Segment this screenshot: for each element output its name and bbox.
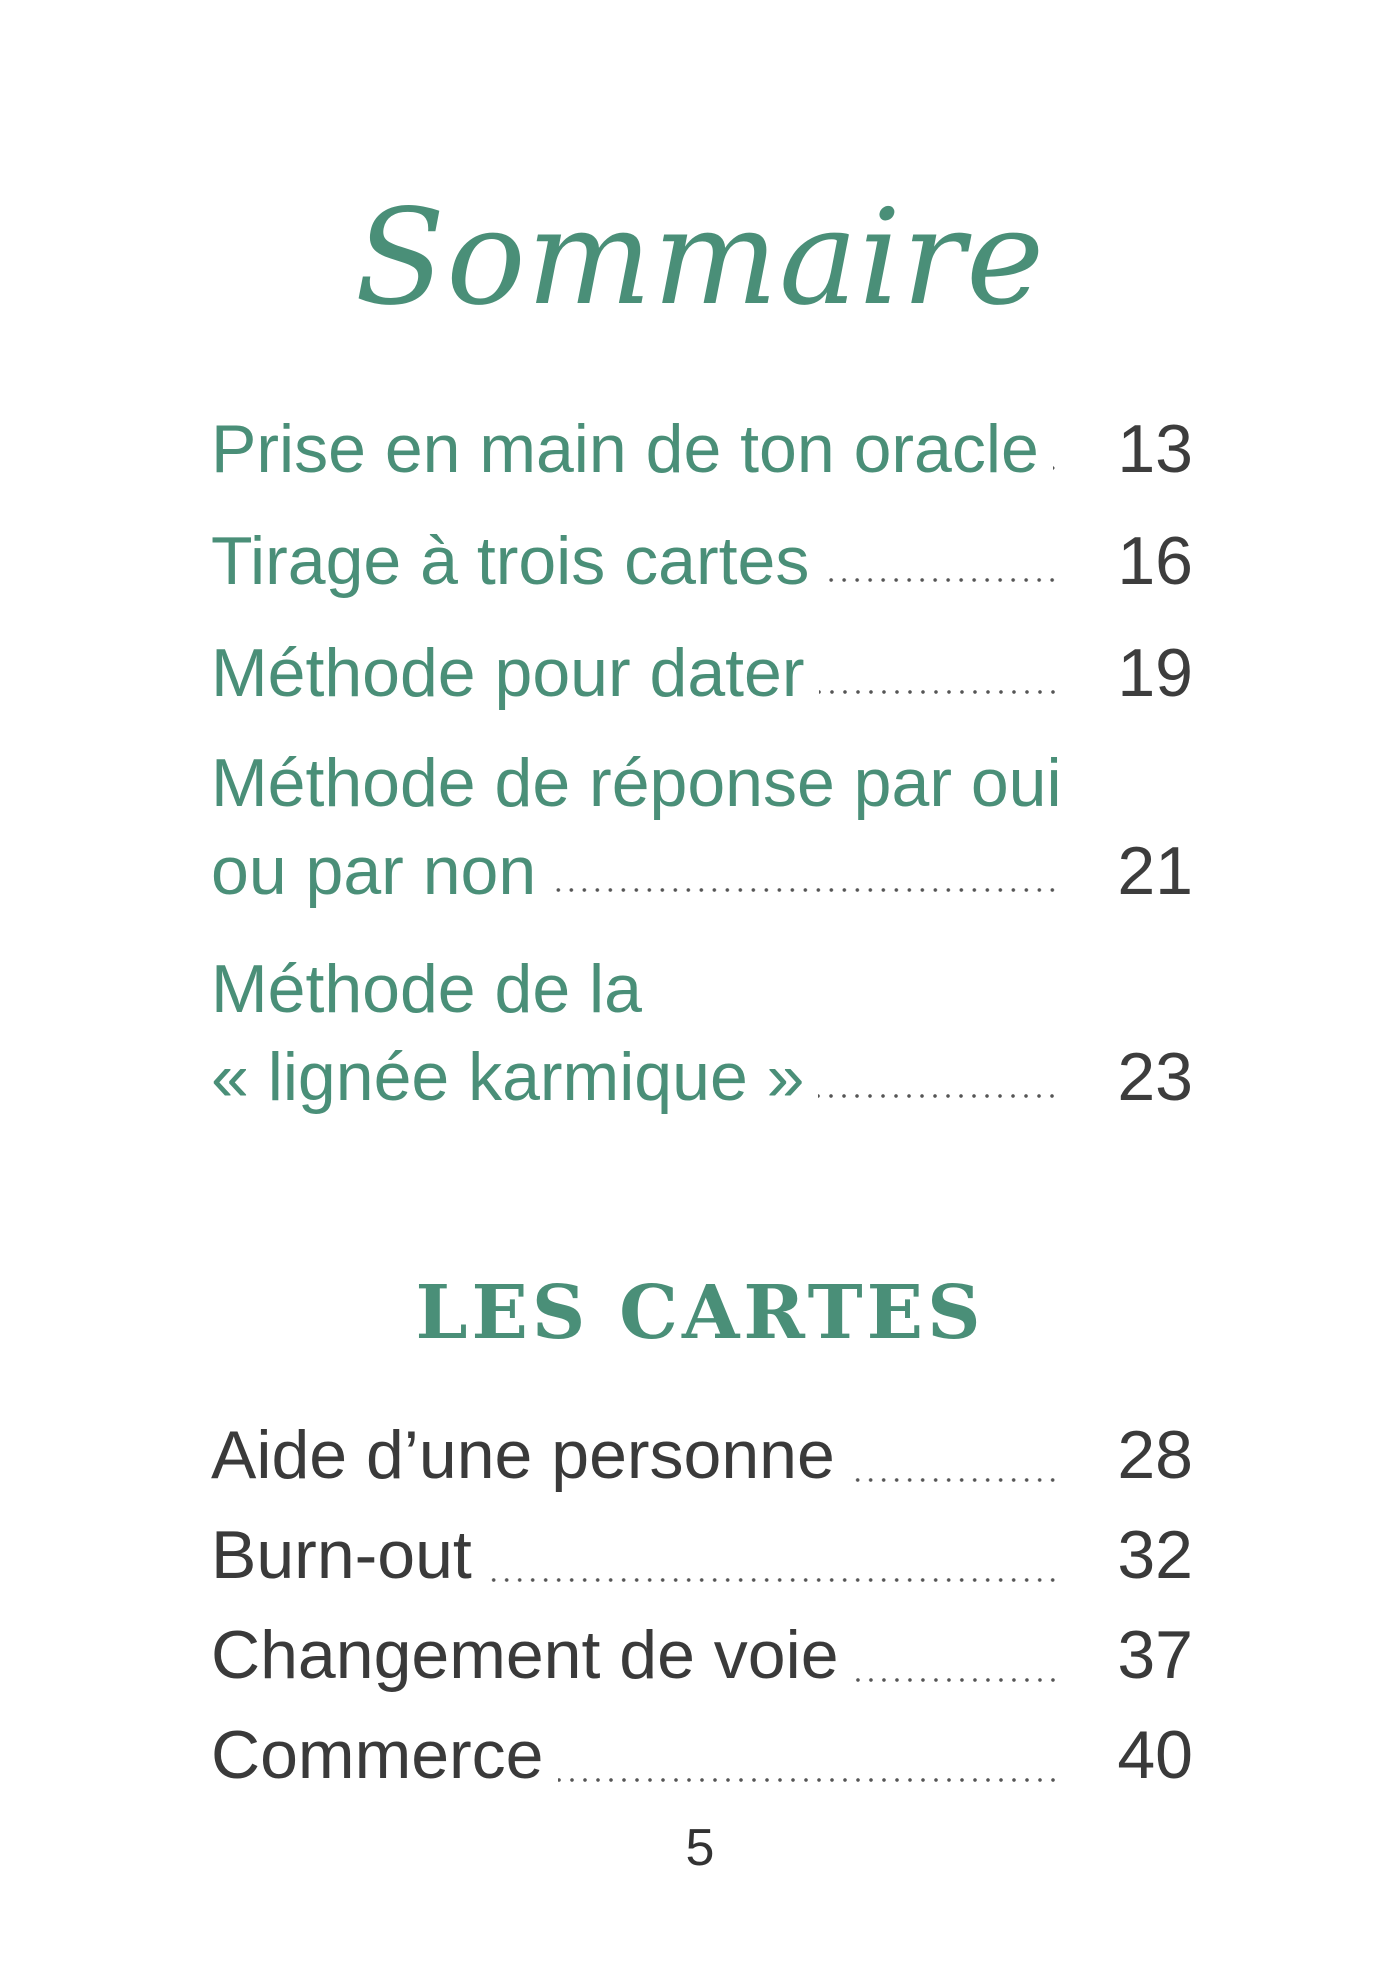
card-entry-label: Aide d’une personne	[211, 1417, 835, 1493]
card-entry[interactable]	[211, 1405, 1193, 1505]
toc-entry-label-line1: Méthode de la	[211, 951, 642, 1027]
dot-leader	[550, 887, 1059, 893]
card-entry-page: 40	[1117, 1717, 1193, 1793]
toc-entry[interactable]	[211, 945, 1193, 1135]
dot-leader	[1053, 465, 1059, 471]
page-number: 5	[685, 1819, 715, 1877]
toc-entry-page: 13	[1117, 411, 1193, 487]
card-entry-page: 37	[1117, 1617, 1193, 1693]
dot-leader	[819, 689, 1059, 695]
toc-entry-label-line2: ou par non	[211, 833, 537, 909]
toc-entry-label: Prise en main de ton oracle	[211, 411, 1039, 487]
dot-leader	[486, 1577, 1059, 1583]
card-entry-page: 32	[1117, 1517, 1193, 1593]
section-heading: LES CARTES	[415, 1270, 985, 1356]
toc-entry-page: 23	[1117, 1039, 1193, 1115]
card-entry[interactable]	[211, 1705, 1193, 1805]
toc-entry[interactable]	[211, 517, 1193, 629]
dot-leader	[849, 1477, 1059, 1483]
toc-entry-label: Méthode pour dater	[211, 635, 805, 711]
dot-leader	[823, 577, 1059, 583]
dot-leader	[853, 1677, 1059, 1683]
card-entry-label: Commerce	[211, 1717, 544, 1793]
dot-leader	[818, 1093, 1059, 1099]
cards-list	[211, 1405, 1193, 1805]
card-entry[interactable]	[211, 1505, 1193, 1605]
toc-entry[interactable]	[211, 405, 1193, 517]
toc-entry-label: Tirage à trois cartes	[211, 523, 810, 599]
toc-entry[interactable]	[211, 629, 1193, 739]
dot-leader	[558, 1777, 1060, 1783]
toc-entry-label-line2: « lignée karmique »	[211, 1039, 805, 1115]
toc-entry-page: 16	[1117, 523, 1193, 599]
card-entry-label: Changement de voie	[211, 1617, 839, 1693]
toc-entry-page: 19	[1117, 635, 1193, 711]
table-of-contents	[211, 405, 1193, 1135]
toc-entry-page: 21	[1117, 833, 1193, 909]
toc-entry-label-line1: Méthode de réponse par oui	[211, 745, 1062, 821]
card-entry[interactable]	[211, 1605, 1193, 1705]
toc-entry[interactable]	[211, 739, 1193, 945]
page-title: Sommaire	[354, 181, 1046, 335]
card-entry-label: Burn-out	[211, 1517, 472, 1593]
card-entry-page: 28	[1117, 1417, 1193, 1493]
